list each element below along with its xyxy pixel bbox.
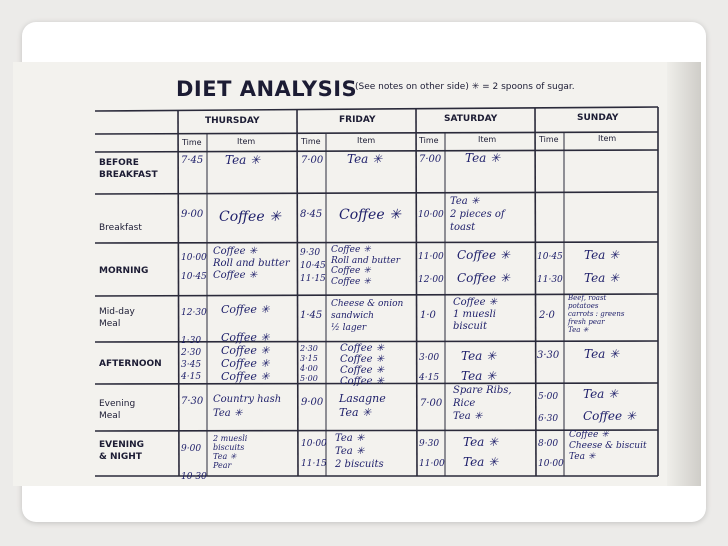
row-label-afternoon: AFTERNOON — [99, 359, 162, 369]
entry-item: Tea ✳ Tea ✳ — [584, 248, 620, 285]
entry-time: 8·45 — [300, 209, 323, 220]
entry-item: Coffee ✳ Cheese & biscuit Tea ✳ — [569, 430, 647, 462]
entry-time: 8·00 10·00 — [538, 439, 564, 469]
subheader-time: Time — [182, 138, 202, 147]
entry-item: Coffee ✳ Coffee ✳ — [457, 248, 510, 285]
page-subtitle: (See notes on other side) ✳ = 2 spoons of sugar. — [355, 82, 575, 92]
entry-item: Coffee ✳ Coffee ✳ Coffee ✳ Coffee ✳ — [340, 343, 385, 387]
entry-time: 7·00 — [301, 155, 324, 166]
row-label-evening-night: EVENING & NIGHT — [99, 440, 145, 462]
row-label-midday-meal: Mid-day Meal — [99, 307, 135, 329]
entry-item: Tea ✳ — [465, 151, 501, 165]
entry-item: Beef, roast potatoes carrots : greens fresh pear Tea ✳ — [568, 294, 625, 334]
entry-time: 9·30 11·00 — [419, 439, 445, 469]
entry-item: 2 muesli biscuits Tea ✳ Pear — [213, 434, 248, 470]
subheader-item: Item — [237, 137, 256, 146]
subheader-item: Item — [357, 136, 376, 145]
entry-time: 3·00 4·15 — [419, 353, 440, 383]
entry-item: Cheese & onion sandwich ½ lager — [331, 299, 404, 333]
row-label-morning: MORNING — [99, 266, 149, 276]
entry-item: Tea ✳ — [225, 153, 261, 167]
entry-item: Coffee ✳ Coffee ✳ — [221, 303, 270, 344]
entry-item: Lasagne Tea ✳ — [339, 392, 386, 419]
entry-item: Spare Ribs, Rice Tea ✳ — [453, 385, 512, 422]
entry-time: 9·00 — [181, 209, 204, 220]
entry-time: 12·30 1·30 — [181, 308, 207, 346]
entry-time: 7·00 — [420, 398, 443, 409]
entry-item: Coffee ✳ Coffee ✳ Coffee ✳ — [221, 344, 270, 383]
subheader-item: Item — [478, 135, 497, 144]
entry-time: 5·00 6·30 — [538, 392, 559, 424]
entry-time: 7·00 — [419, 154, 442, 165]
entry-time: 7·45 — [181, 155, 204, 166]
entry-item: Tea ✳ Tea ✳ 2 biscuits — [335, 433, 384, 470]
entry-time: 11·00 12·00 — [418, 252, 444, 285]
entry-item: Tea ✳ Coffee ✳ — [583, 387, 636, 423]
entry-time: 2·30 3·15 4·00 5·00 — [300, 344, 318, 383]
subheader-time: Time — [539, 135, 559, 144]
header-friday: FRIDAY — [339, 115, 376, 125]
entry-time: 9·30 10·45 11·15 — [300, 248, 326, 284]
entry-time: 10·00 11·15 — [301, 439, 327, 469]
entry-item: Tea ✳ — [584, 347, 620, 361]
entry-item: Tea ✳ 2 pieces of toast — [450, 196, 505, 233]
entry-item: Country hash Tea ✳ — [213, 394, 282, 419]
entry-item: Tea ✳ — [347, 152, 383, 166]
entry-time: 2·0 — [539, 310, 555, 321]
entry-time: 9·00 — [301, 397, 324, 408]
subheader-item: Item — [598, 134, 617, 143]
entry-item: Coffee ✳ — [219, 209, 281, 225]
row-label-breakfast: Breakfast — [99, 223, 142, 233]
subheader-time: Time — [419, 136, 439, 145]
row-label-evening-meal: Evening Meal — [99, 399, 136, 421]
header-sunday: SUNDAY — [577, 113, 619, 123]
entry-item: Coffee ✳ 1 muesli biscuit — [453, 297, 498, 332]
header-thursday: THURSDAY — [205, 116, 260, 126]
diet-analysis-photo — [13, 62, 701, 486]
subheader-time: Time — [301, 137, 321, 146]
entry-time: 1·45 — [300, 310, 323, 321]
entry-time: 3·30 — [537, 350, 560, 361]
entry-item: Tea ✳ Tea ✳ — [463, 435, 499, 469]
entry-item: Coffee ✳ Roll and butter Coffee ✳ — [213, 246, 290, 281]
entry-time: 10·45 11·30 — [537, 252, 563, 285]
entry-time: 10·00 10·45 — [181, 253, 207, 282]
entry-time: 10·00 — [418, 210, 444, 220]
entry-item: Coffee ✳ — [339, 207, 401, 223]
entry-item: Tea ✳ Tea ✳ — [461, 349, 497, 383]
entry-time: 7·30 — [181, 396, 204, 407]
entry-time: 2·30 3·45 4·15 — [181, 348, 202, 382]
entry-time: 1·0 — [420, 310, 436, 321]
page-title: DIET ANALYSIS — [176, 77, 358, 101]
header-saturday: SATURDAY — [444, 114, 498, 124]
entry-time: 9·00 10·30 — [181, 444, 207, 482]
row-label-before-breakfast: BEFORE BREAKFAST — [99, 158, 158, 180]
entry-item: Coffee ✳ Roll and butter Coffee ✳ Coffee ✳ — [331, 245, 401, 287]
